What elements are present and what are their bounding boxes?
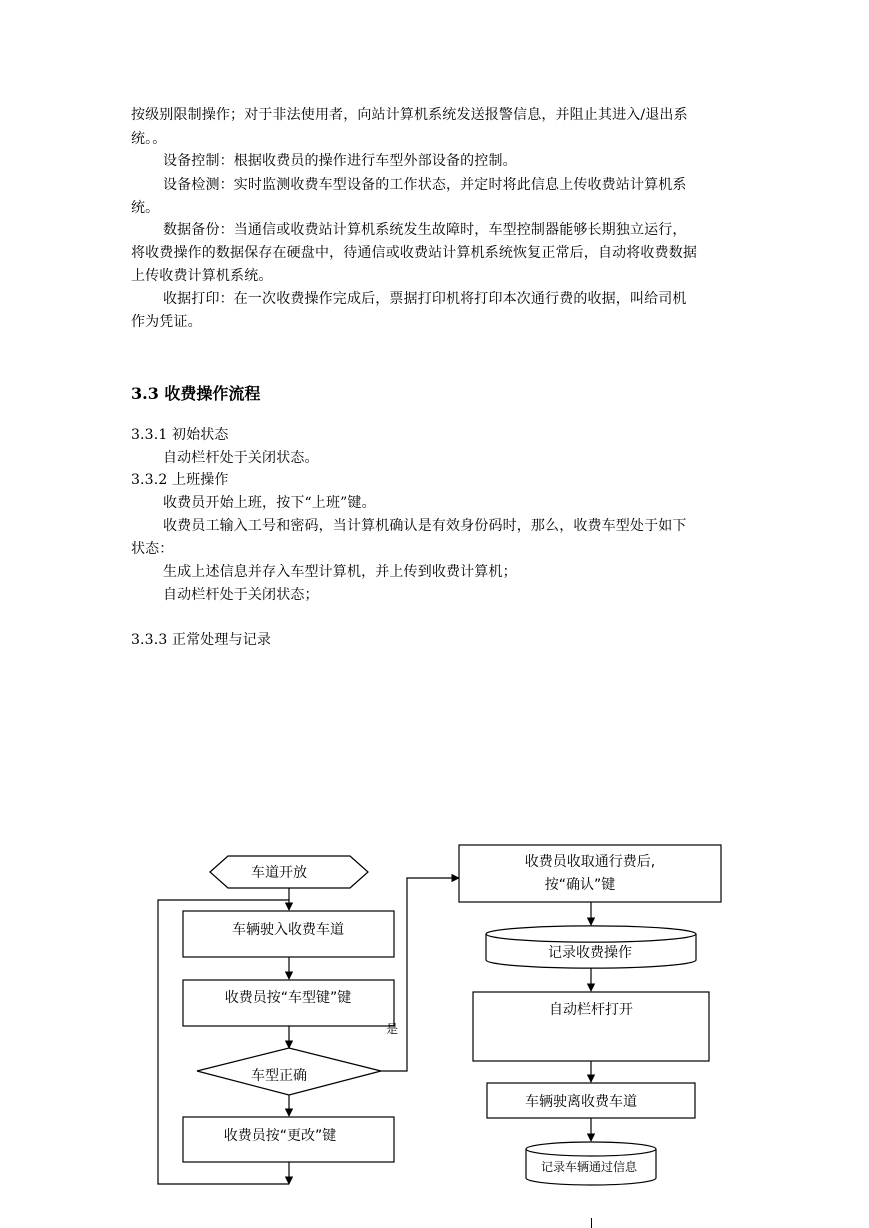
paragraph-line: 生成上述信息并存入车型计算机，并上传到收费计算机； — [163, 564, 517, 580]
paragraph-line: 统。。 — [131, 131, 167, 147]
step-press-change-key-label: 收费员按“更改”键 — [223, 1128, 337, 1144]
yes-label: 是 — [386, 1022, 399, 1036]
paragraph-line: 自动栏杆处于关闭状态； — [163, 587, 319, 603]
paragraph-line: 按级别限制操作；对于非法使用者，向站计算机系统发送报警信息，并阻止其进入/退出系 — [131, 107, 688, 123]
section-heading: 3.3 收费操作流程 — [131, 384, 261, 403]
step-collect-fee-label-line2: 按“确认”键 — [544, 877, 616, 893]
subsection-title: 3.3.1 初始状态 — [131, 427, 229, 443]
paragraph-line: 统。 — [131, 200, 160, 216]
paragraph-device-control: 设备控制：根据收费员的操作进行车型外部设备的控制。 — [163, 153, 517, 169]
step-vehicle-enter-label: 车辆驶入收费车道 — [232, 922, 344, 938]
storage-record-operation-label: 记录收费操作 — [548, 945, 632, 961]
paragraph-line: 状态： — [131, 541, 174, 557]
decision-label: 车型正确 — [251, 1068, 307, 1084]
subsection-title: 3.3.3 正常处理与记录 — [131, 632, 272, 648]
step-collect-fee-label-line1: 收费员收取通行费后, — [524, 854, 656, 870]
paragraph-line: 收费员开始上班，按下“上班”键。 — [163, 495, 376, 511]
subsection-title: 3.3.2 上班操作 — [131, 472, 229, 488]
step-press-type-key-label: 收费员按“车型键”键 — [224, 990, 352, 1006]
storage-record-pass-info-label: 记录车辆通过信息 — [540, 1160, 638, 1174]
paragraph-line: 自动栏杆处于关闭状态。 — [163, 450, 319, 466]
paragraph-line: 收费员工输入工号和密码，当计算机确认是有效身份码时，那么，收费车型处于如下 — [163, 518, 687, 534]
paragraph-line: 作为凭证。 — [131, 314, 202, 330]
paragraph-line: 上传收费计算机系统。 — [131, 268, 273, 284]
paragraph-receipt-print: 收据打印：在一次收费操作完成后，票据打印机将打印本次通行费的收据，叫给司机 — [163, 291, 687, 307]
paragraph-line: 将收费操作的数据保存在硬盘中，待通信或收费站计算机系统恢复正常后，自动将收费数据 — [131, 245, 697, 261]
arrow-yes-branch — [381, 878, 459, 1071]
start-label: 车道开放 — [251, 865, 307, 881]
step-vehicle-leave-label: 车辆驶离收费车道 — [525, 1094, 637, 1110]
step-barrier-open-label: 自动栏杆打开 — [549, 1002, 633, 1018]
paragraph-data-backup: 数据备份：当通信或收费站计算机系统发生故障时，车型控制器能够长期独立运行， — [163, 222, 687, 238]
page-number-mark — [591, 1218, 592, 1228]
paragraph-device-detection: 设备检测：实时监测收费车型设备的工作状态，并定时将此信息上传收费站计算机系 — [163, 177, 687, 193]
